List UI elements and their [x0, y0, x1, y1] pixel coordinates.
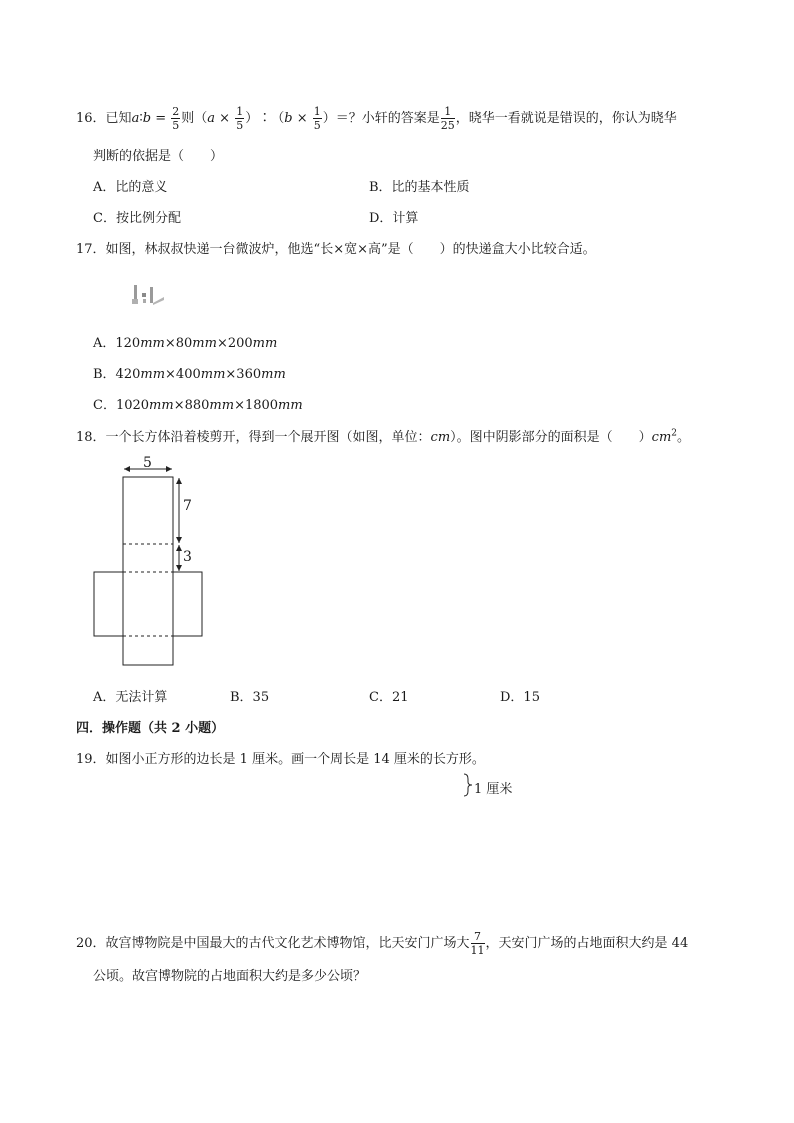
q18-option-c[interactable]: C．21	[369, 690, 409, 705]
net-dim-top-label: 5	[143, 455, 152, 471]
q18-question: 18．一个长方体沿着棱剪开，得到一个展开图（如图，单位：cm）。图中阴影部分的面积是（ ）$cm^2$。	[76, 428, 691, 445]
q17-option-c[interactable]: C．1020mm×880mm×1800mm	[93, 398, 303, 413]
brace-icon	[462, 773, 474, 797]
fraction-1-5-b: $\frac{1}{5}$	[313, 105, 321, 132]
q20-line2: 公顷。故宫博物院的占地面积大约是多少公顷？	[93, 969, 367, 984]
square-side-label: 1 厘米	[474, 782, 513, 797]
cuboid-net-diagram	[88, 452, 213, 667]
q16-option-a[interactable]: A．比的意义	[93, 180, 168, 195]
q17-question: 17．如图，林叔叔快递一台微波炉，他选“长×宽×高”是（ ）的快递盒大小比较合适。	[76, 242, 596, 257]
fraction-2-5: $\frac{2}{5}$	[172, 105, 180, 132]
q18-option-d[interactable]: D．15	[500, 690, 540, 705]
microwave-image-icon	[130, 283, 170, 309]
q16-line1: 16．已知a∶b = $\frac{2}{5}$ 则（a × $\frac{1}{5}$ ）∶（b × $\frac{1}{5}$ ）＝？小轩的答案是 $\frac{1}{25}$ ，晓华一看就说是错误的，你认为晓华	[76, 105, 677, 132]
net-dim-right-label-2: 3	[183, 549, 192, 565]
q16-line2: 判断的依据是（ ）	[93, 149, 224, 164]
q18-option-b[interactable]: B．35	[230, 690, 270, 705]
q16-option-d[interactable]: D．计算	[369, 211, 419, 226]
q18-option-a[interactable]: A．无法计算	[93, 690, 168, 705]
q16-option-b[interactable]: B．比的基本性质	[369, 180, 470, 195]
fraction-1-5-a: $\frac{1}{5}$	[236, 105, 244, 132]
q16-option-c[interactable]: C．按比例分配	[93, 211, 181, 226]
section-heading: 四．操作题（共 2 小题）	[76, 721, 225, 736]
fraction-7-11: $\frac{7}{11}$	[470, 930, 485, 957]
q17-option-a[interactable]: A．120mm×80mm×200mm	[93, 336, 278, 351]
q19-question: 19．如图小正方形的边长是 1 厘米。画一个周长是 14 厘米的长方形。	[76, 752, 485, 767]
microwave-image	[130, 283, 170, 309]
q17-option-b[interactable]: B．420mm×400mm×360mm	[93, 367, 286, 382]
net-dim-right-label-1: 7	[183, 498, 192, 514]
fraction-1-25: $\frac{1}{25}$	[440, 105, 455, 132]
q20-line1: 20．故宫博物院是中国最大的古代文化艺术博物馆，比天安门广场大 $\frac{7}{11}$ ，天安门广场的占地面积大约是 44	[76, 930, 689, 957]
